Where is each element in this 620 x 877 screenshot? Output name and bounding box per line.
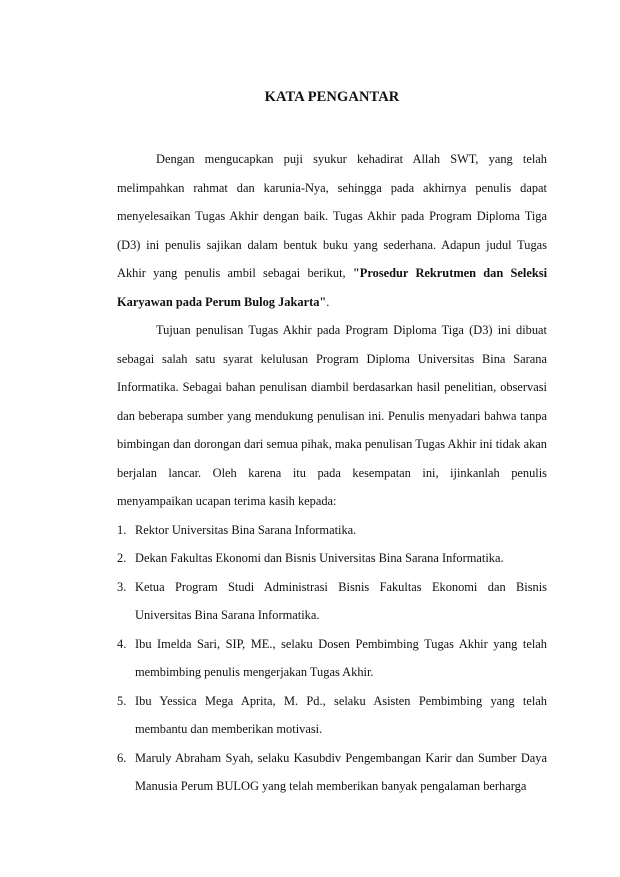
paragraph-opening-text: Dengan mengucapkan puji syukur kehadirat Allah SWT, yang telah melimpahkan rahmat dan karunia-Nya, sehingga pada akhirnya penulis dapat menyelesaikan Tugas Akhir dengan baik. Tugas Akhir pada Program Diploma Tiga (D3) ini penulis sajikan dalam bentuk buku yang sederhana. Adapun judul Tugas Akhir yang penulis ambil sebagai berikut, xyxy=(117,152,547,280)
list-item-number: 6. xyxy=(117,750,127,765)
list-item-text: Maruly Abraham Syah, selaku Kasubdiv Pengembangan Karir dan Sumber Daya Manusia Perum BULOG yang telah memberikan banyak pengalaman berharga xyxy=(135,750,547,793)
list-item-text: Rektor Universitas Bina Sarana Informatika. xyxy=(135,522,357,537)
list-item-number: 5. xyxy=(117,693,127,708)
list-item xyxy=(117,544,547,573)
list-item-number: 2. xyxy=(117,551,127,565)
list-item-text: Ibu Yessica Mega Aprita, M. Pd., selaku Asisten Pembimbing yang telah membantu dan memberikan motivasi. xyxy=(135,693,547,736)
list-item xyxy=(117,630,547,687)
list-item xyxy=(117,744,547,801)
list-item xyxy=(117,687,547,744)
acknowledgement-list xyxy=(117,516,547,801)
paragraph-opening xyxy=(117,145,547,316)
document-body xyxy=(117,145,547,801)
list-item-text: Ketua Program Studi Administrasi Bisnis Fakultas Ekonomi dan Bisnis Universitas Bina Sarana Informatika. xyxy=(135,579,547,622)
paragraph-opening-end: . xyxy=(326,294,330,309)
thesis-title: "Prosedur Rekrutmen dan Seleksi Karyawan pada Perum Bulog Jakarta" xyxy=(117,266,548,309)
paragraph-purpose: Tujuan penulisan Tugas Akhir pada Program Diploma Tiga (D3) ini dibuat sebagai salah satu syarat kelulusan Program Diploma Universitas Bina Sarana Informatika. Sebagai bahan penulisan diambil berdasarkan hasil penelitian, observasi dan beberapa sumber yang mendukung penulisan ini. Penulis menyadari bahwa tanpa bimbingan dan dorongan dari semua pihak, maka penulisan Tugas Akhir ini tidak akan berjalan lancar. Oleh karena itu pada kesempatan ini, ijinkanlah penulis menyampaikan ucapan terima kasih kepada: xyxy=(117,323,547,508)
list-item xyxy=(117,573,547,630)
list-item-text: Ibu Imelda Sari, SIP, ME., selaku Dosen Pembimbing Tugas Akhir yang telah membimbing penulis mengerjakan Tugas Akhir. xyxy=(135,636,547,679)
list-item-number: 3. xyxy=(117,579,127,594)
page-title: KATA PENGANTAR xyxy=(264,89,400,105)
list-item xyxy=(117,516,547,545)
list-item-text: Dekan Fakultas Ekonomi dan Bisnis Universitas Bina Sarana Informatika. xyxy=(135,551,504,565)
list-item-number: 1. xyxy=(117,522,127,537)
list-item-number: 4. xyxy=(117,636,127,651)
